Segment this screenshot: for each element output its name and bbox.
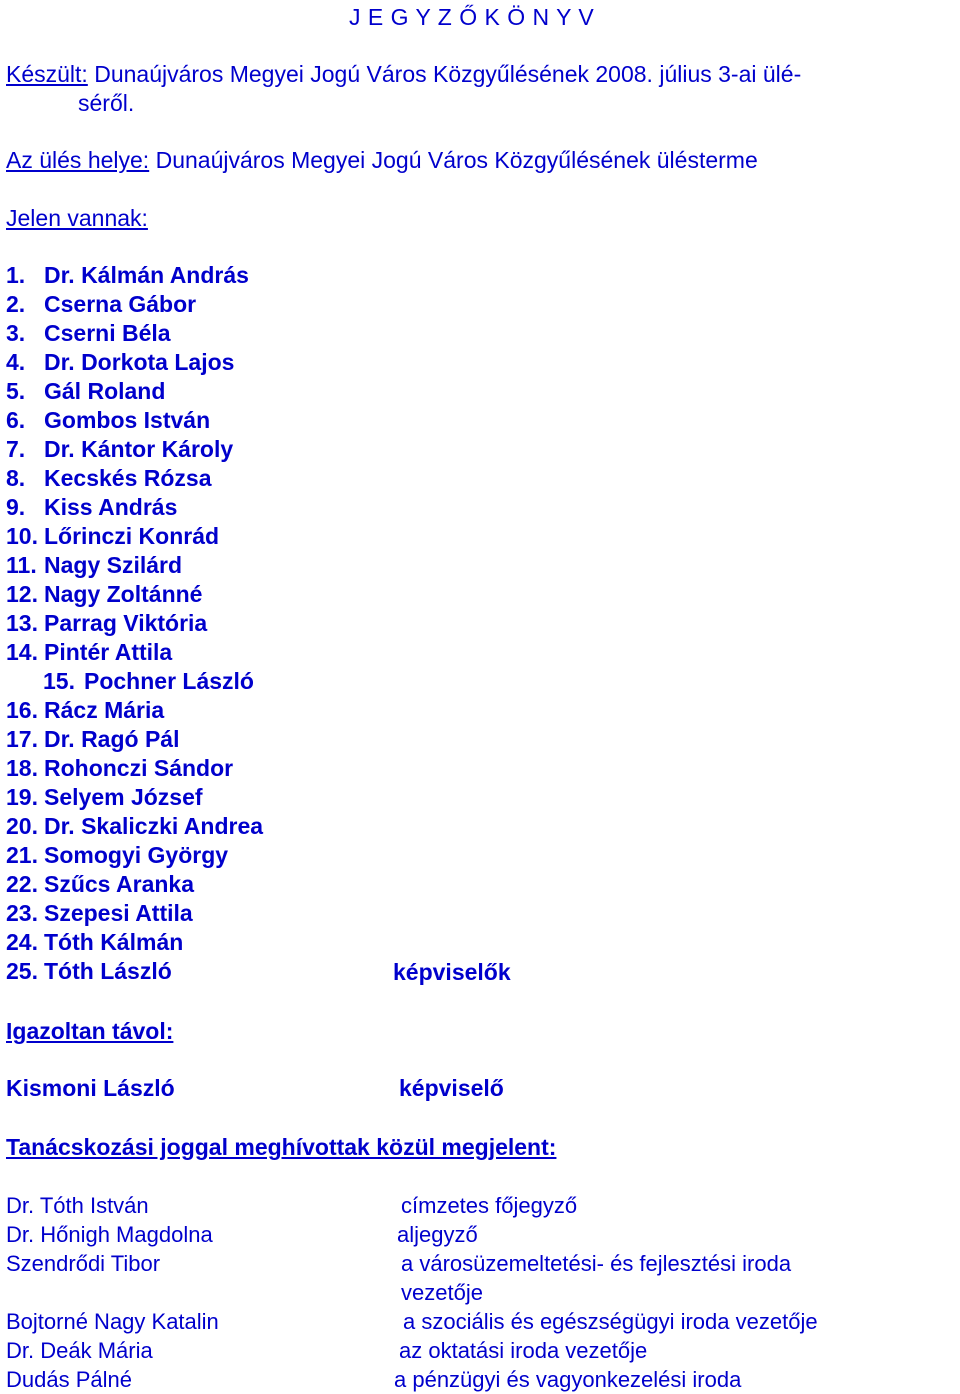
made-line	[6, 60, 801, 88]
list-item: 12. Nagy Zoltánné	[6, 581, 203, 607]
person-name: Szendrődi Tibor	[6, 1251, 161, 1276]
person-name: Dr. Deák Mária	[6, 1338, 153, 1363]
list-item: 18. Rohonczi Sándor	[6, 755, 234, 781]
venue-line	[6, 146, 758, 174]
list-item: 5. Gál Roland	[6, 378, 166, 404]
list-item: 24. Tóth Kálmán	[6, 929, 184, 955]
person-name: Dr. Tóth István	[6, 1193, 149, 1218]
made-text: Dunaújváros Megyei Jogú Város Közgyűlésének 2008. július 3-ai ülé-	[87, 61, 802, 87]
excused-role: képviselő	[399, 1075, 504, 1101]
excused-label: Igazoltan távol:	[6, 1018, 174, 1044]
person-name: Dr. Hőnigh Magdolna	[6, 1222, 213, 1247]
list-item: 23. Szepesi Attila	[6, 900, 193, 926]
list-item: 15. Pochner László	[43, 668, 254, 694]
list-item: 2. Cserna Gábor	[6, 291, 197, 317]
list-item: 17. Dr. Ragó Pál	[6, 726, 180, 752]
person-name: Bojtorné Nagy Katalin	[6, 1309, 219, 1334]
list-item: 4. Dr. Dorkota Lajos	[6, 349, 235, 375]
list-item: 3. Cserni Béla	[6, 320, 171, 346]
person-role: a városüzemeltetési- és fejlesztési iroda vezetője	[401, 1251, 792, 1305]
venue-label: Az ülés helye:	[6, 147, 150, 173]
list-item: 14. Pintér Attila	[6, 639, 173, 665]
person-name: Dudás Pálné	[6, 1367, 132, 1392]
list-item: 9. Kiss András	[6, 494, 178, 520]
list-item: 16. Rácz Mária	[6, 697, 165, 723]
list-item: 10. Lőrinczi Konrád	[6, 523, 220, 549]
person-role: a szociális és egészségügyi iroda vezetője	[403, 1309, 818, 1334]
person-role: címzetes főjegyző	[401, 1193, 578, 1218]
list-item: 7. Dr. Kántor Károly	[6, 436, 234, 462]
list-item: 22. Szűcs Aranka	[6, 871, 194, 897]
list-item: 13. Parrag Viktória	[6, 610, 208, 636]
person-role: aljegyző	[397, 1222, 478, 1247]
list-item: 25. Tóth László	[6, 958, 172, 984]
list-item: 20. Dr. Skaliczki Andrea	[6, 813, 264, 839]
list-item: 6. Gombos István	[6, 407, 211, 433]
list-item: 11. Nagy Szilárd	[6, 552, 183, 578]
venue-text: Dunaújváros Megyei Jogú Város Közgyűlésének ülésterme	[149, 147, 758, 173]
list-item: 19. Selyem József	[6, 784, 203, 810]
excused-name: Kismoni László	[6, 1075, 175, 1101]
person-role: a pénzügyi és vagyonkezelési iroda	[394, 1367, 742, 1392]
made-label: Készült:	[6, 61, 88, 87]
list-item: 21. Somogyi György	[6, 842, 229, 868]
present-label: Jelen vannak:	[6, 205, 148, 231]
person-role: az oktatási iroda vezetője	[399, 1338, 648, 1363]
members-list	[6, 261, 263, 986]
advisory-label: Tanácskozási joggal meghívottak közül megjelent:	[6, 1134, 557, 1160]
made-text-continued: séről.	[78, 90, 135, 116]
document-title: J E G Y Z Ő K Ö N Y V	[349, 4, 595, 30]
list-item: 1. Dr. Kálmán András	[6, 262, 249, 288]
list-item: 8. Kecskés Rózsa	[6, 465, 212, 491]
members-role: képviselők	[393, 959, 511, 985]
